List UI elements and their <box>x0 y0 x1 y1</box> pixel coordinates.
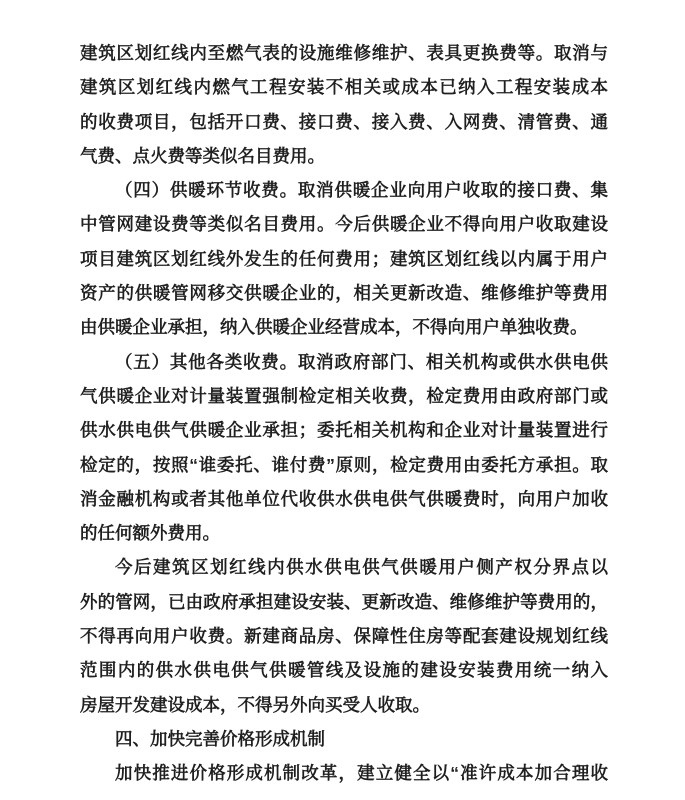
text-line: 的任何额外费用。 <box>80 523 220 544</box>
text-line: 建筑区划红线内燃气工程安装不相关或成本已纳入工程安装成本 <box>80 77 608 98</box>
text-line: 项目建筑区划红线外发生的任何费用；建筑区划红线以内属于用户 <box>80 248 608 269</box>
text-line: 不得再向用户收费。新建商品房、保障性住房等配套建设规划红线 <box>80 626 608 647</box>
text-line: 气供暖企业对计量装置强制检定相关收费，检定费用由政府部门或 <box>80 385 608 406</box>
paragraph <box>80 173 608 344</box>
text-line: 范围内的供水供电供气供暖管线及设施的建设安装费用统一纳入 <box>80 660 608 681</box>
paragraph <box>80 550 608 721</box>
text-line: 今后建筑区划红线内供水供电供气供暖用户侧产权分界点以 <box>115 557 608 578</box>
document-body <box>80 36 608 791</box>
text-line: 消金融机构或者其他单位代收供水供电供气供暖费时，向用户加收 <box>80 488 608 509</box>
text-line: 加快推进价格形成机制改革，建立健全以“准许成本加合理收 <box>115 763 608 784</box>
text-line: 房屋开发建设成本，不得另外向买受人收取。 <box>80 694 430 715</box>
text-line: 由供暖企业承担，纳入供暖企业经营成本，不得向用户单独收费。 <box>80 317 588 338</box>
section-heading <box>80 722 608 756</box>
text-line: （五）其他各类收费。取消政府部门、相关机构或供水供电供 <box>115 351 608 372</box>
text-line: 资产的供暖管网移交供暖企业的，相关更新改造、维修维护等费用 <box>80 283 608 304</box>
text-line: 外的管网，已由政府承担建设安装、更新改造、维修维护等费用的， <box>80 591 608 612</box>
heading-line: 四、加快完善价格形成机制 <box>115 728 325 749</box>
text-line: 供水供电供气供暖企业承担；委托相关机构和企业对计量装置进行 <box>80 420 608 441</box>
paragraph <box>80 36 608 173</box>
text-line: 的收费项目，包括开口费、接口费、接入费、入网费、清管费、通 <box>80 111 608 132</box>
paragraph <box>80 345 608 551</box>
text-line: 中管网建设费等类似名目费用。今后供暖企业不得向用户收取建设 <box>80 214 608 235</box>
paragraph <box>80 756 608 790</box>
text-line: 气费、点火费等类似名目费用。 <box>80 145 325 166</box>
text-line: 建筑区划红线内至燃气表的设施维修维护、表具更换费等。取消与 <box>80 43 608 63</box>
text-line: 检定的，按照“谁委托、谁付费”原则，检定费用由委托方承担。取 <box>80 454 608 475</box>
text-line: （四）供暖环节收费。取消供暖企业向用户收取的接口费、集 <box>115 180 608 201</box>
